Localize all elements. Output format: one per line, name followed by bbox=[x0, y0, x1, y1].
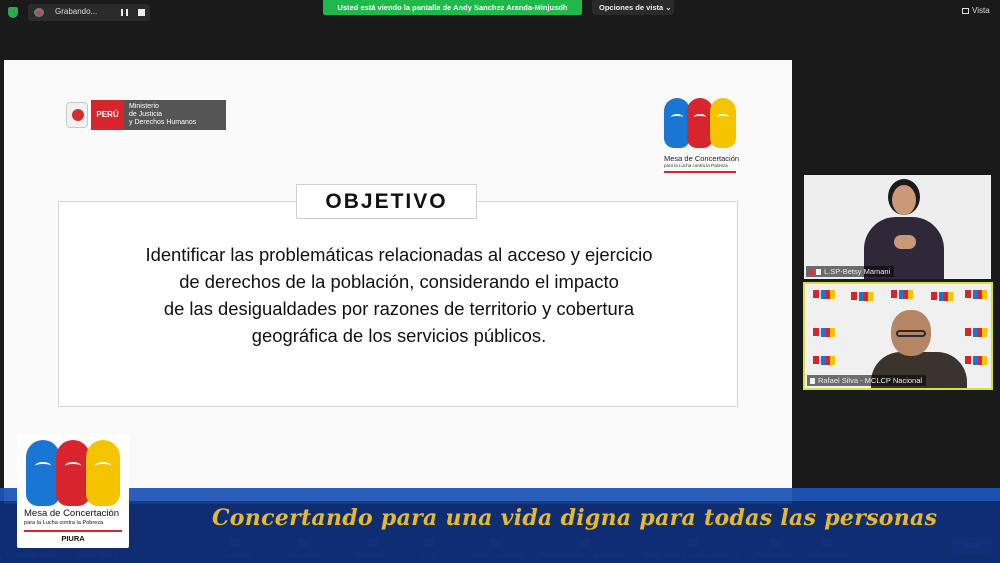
view-options-label: Opciones de vista bbox=[599, 3, 664, 12]
glasses-icon bbox=[896, 330, 926, 337]
participant-name: Rafael Silva - MCLCP Nacional bbox=[818, 376, 923, 385]
piura-logo-region: PIURA bbox=[61, 534, 85, 543]
stop-recording-icon[interactable] bbox=[138, 9, 145, 16]
banner-stripe bbox=[0, 488, 1000, 501]
security-shield-icon[interactable] bbox=[8, 7, 18, 18]
objective-text bbox=[74, 241, 724, 349]
mcl-logo-subtitle: para la Lucha contra la Pobreza bbox=[664, 163, 728, 168]
objective-line: geográfica de los servicios públicos. bbox=[251, 325, 547, 346]
participant-name-label bbox=[806, 266, 894, 277]
objective-line: Identificar las problemáticas relacionadas al acceso y ejercicio bbox=[145, 244, 653, 265]
mcl-logo bbox=[664, 98, 740, 172]
mcl-piura-logo bbox=[17, 435, 129, 548]
view-options-button[interactable] bbox=[592, 0, 674, 15]
screen-share-banner: Usted está viendo la pantalla de Andy Sanchez Aranda-Minjusdh bbox=[323, 0, 582, 15]
peru-crest-icon bbox=[66, 102, 88, 128]
participant-video-tile-active[interactable] bbox=[803, 282, 993, 390]
ministry-logo bbox=[66, 100, 226, 130]
piura-logo-divider bbox=[24, 530, 122, 532]
view-button[interactable] bbox=[962, 6, 990, 15]
grid-view-icon bbox=[962, 8, 969, 14]
slogan-banner bbox=[0, 488, 1000, 563]
peru-label: PERÚ bbox=[91, 100, 124, 130]
recording-indicator bbox=[28, 4, 150, 21]
ministry-line: Ministerio bbox=[129, 103, 159, 110]
ministry-line: de Justicia bbox=[129, 110, 163, 118]
mcl-logo-title: Mesa de Concertación bbox=[664, 154, 740, 163]
pin-icon bbox=[816, 269, 821, 275]
recording-icon bbox=[34, 8, 44, 17]
participant-video-tile[interactable] bbox=[804, 175, 991, 279]
muted-microphone-icon bbox=[809, 269, 813, 275]
objective-heading: OBJETIVO bbox=[296, 184, 477, 219]
objective-line: de derechos de la población, considerando el impacto bbox=[179, 271, 619, 292]
view-button-label: Vista bbox=[972, 6, 990, 15]
chevron-down-icon: ⌄ bbox=[665, 3, 672, 12]
ministry-line: y Derechos Humanos bbox=[129, 118, 197, 126]
pin-icon bbox=[810, 378, 815, 384]
pause-recording-icon[interactable] bbox=[121, 9, 128, 16]
piura-logo-subtitle: para la Lucha contra la Pobreza bbox=[24, 520, 104, 526]
mcl-faces-icon bbox=[26, 440, 120, 506]
objective-line: de las desigualdades por razones de territorio y cobertura bbox=[163, 298, 635, 319]
recording-label: Grabando... bbox=[55, 7, 98, 16]
participant-name-label bbox=[807, 375, 926, 386]
banner-slogan: Concertando para una vida digna para todas las personas bbox=[212, 505, 938, 531]
participant-video bbox=[864, 179, 944, 279]
participant-name: L.SP-Betsy Mamani bbox=[824, 267, 891, 276]
ministry-name bbox=[124, 100, 226, 130]
mcl-logo-divider bbox=[664, 171, 736, 173]
top-bar bbox=[0, 0, 1000, 24]
mcl-faces-icon bbox=[664, 98, 736, 148]
piura-logo-title: Mesa de Concertación bbox=[24, 508, 120, 519]
